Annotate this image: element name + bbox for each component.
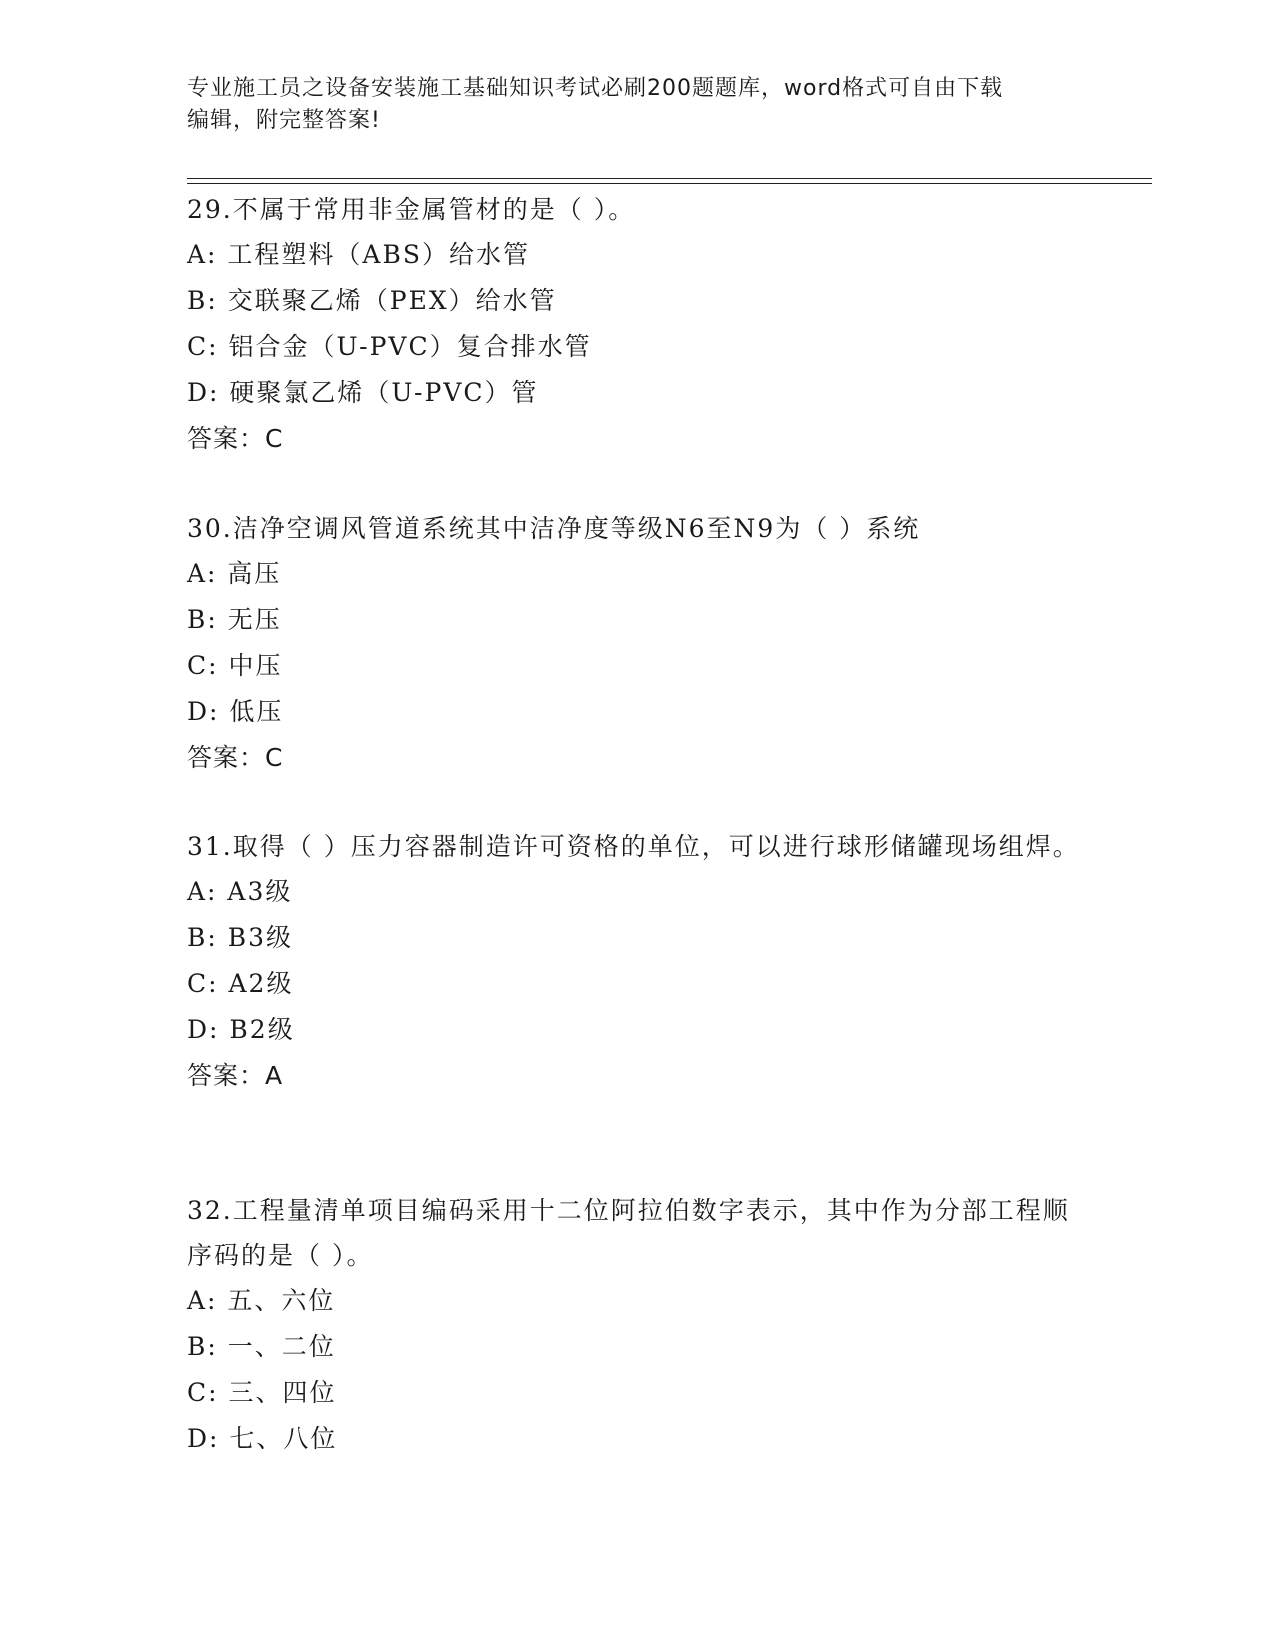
question-30 [187,506,1087,781]
option-d: D: B2级 [187,1015,295,1044]
answer-line: 答案：A [187,1061,284,1090]
document-header [187,73,1087,137]
question-31 [187,824,1087,1099]
option-b: B: 交联聚乙烯（PEX）给水管 [187,286,557,315]
question-stem: 30.洁净空调风管道系统其中洁净度等级N6至N9为（ ）系统 [187,514,921,543]
question-stem: 31.取得（ ）压力容器制造许可资格的单位，可以进行球形储罐现场组焊。 [187,832,1080,861]
question-32 [187,1188,1087,1462]
header-title-line-1: 专业施工员之设备安装施工基础知识考试必刷200题题库，word格式可自由下载 [187,76,1004,101]
question-stem: 29.不属于常用非金属管材的是（ ）。 [187,195,636,224]
option-d: D: 硬聚氯乙烯（U-PVC）管 [187,378,539,407]
option-c: C: 铝合金（U-PVC）复合排水管 [187,332,592,361]
answer-line: 答案：C [187,743,284,772]
option-a: A: 高压 [187,559,282,588]
header-divider-top [187,178,1152,179]
option-d: D: 低压 [187,697,284,726]
option-b: B: 无压 [187,605,282,634]
option-c: C: A2级 [187,969,294,998]
option-a: A: 五、六位 [187,1286,336,1315]
option-b: B: B3级 [187,923,294,952]
answer-line: 答案：C [187,424,284,453]
header-divider-bottom [187,183,1152,184]
question-stem: 32.工程量清单项目编码采用十二位阿拉伯数字表示，其中作为分部工程顺序码的是（ ）。 [187,1196,1070,1270]
option-b: B: 一、二位 [187,1332,336,1361]
option-c: C: 中压 [187,651,283,680]
option-a: A: A3级 [187,877,293,906]
question-29 [187,187,1087,462]
option-a: A: 工程塑料（ABS）给水管 [187,240,530,269]
header-title-line-2: 编辑，附完整答案! [187,108,381,133]
option-c: C: 三、四位 [187,1378,337,1407]
option-d: D: 七、八位 [187,1424,338,1453]
